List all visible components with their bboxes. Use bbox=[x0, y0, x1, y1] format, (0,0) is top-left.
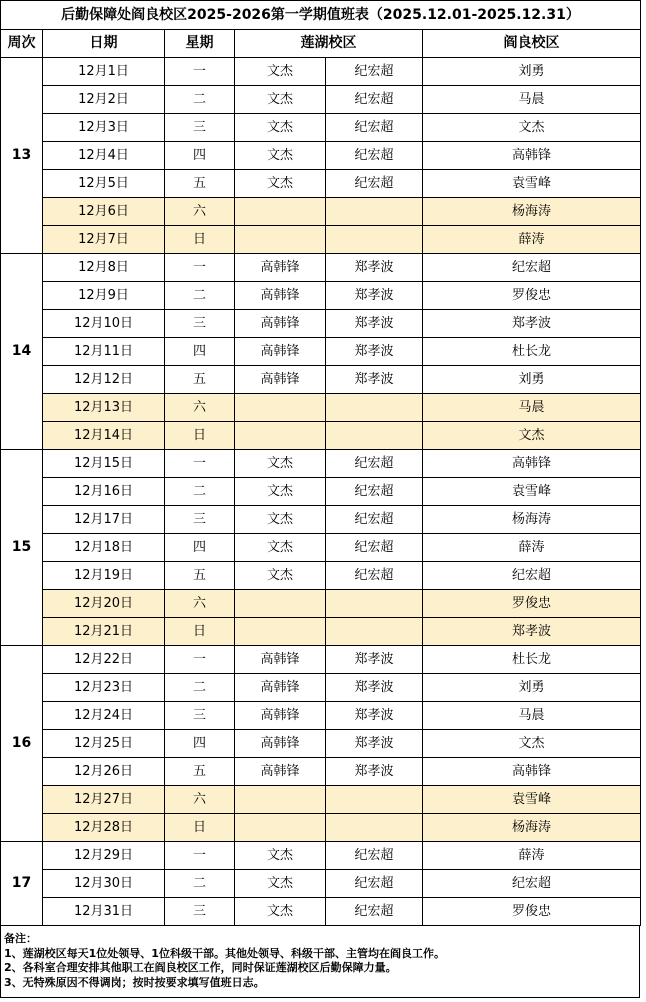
date-cell: 12月26日 bbox=[43, 758, 165, 786]
roster-row bbox=[1, 842, 641, 870]
week-number-cell: 13 bbox=[1, 58, 43, 254]
lianhu-leader-cell: 文杰 bbox=[235, 58, 326, 86]
date-cell: 12月1日 bbox=[43, 58, 165, 86]
week-number-cell: 14 bbox=[1, 254, 43, 450]
roster-row bbox=[1, 898, 641, 926]
weekday-cell: 一 bbox=[165, 58, 235, 86]
roster-row bbox=[1, 730, 641, 758]
weekday-cell: 二 bbox=[165, 478, 235, 506]
roster-row bbox=[1, 254, 641, 282]
lianhu-staff-cell: 纪宏超 bbox=[326, 58, 423, 86]
roster-row bbox=[1, 86, 641, 114]
lianhu-staff-cell bbox=[326, 198, 423, 226]
weekday-cell: 日 bbox=[165, 814, 235, 842]
roster-row bbox=[1, 422, 641, 450]
note-line: 1、莲湖校区每天1位处领导、1位科级干部。其他处领导、科级干部、主管均在阎良工作。 bbox=[4, 946, 445, 960]
weekday-cell: 一 bbox=[165, 842, 235, 870]
roster-row bbox=[1, 450, 641, 478]
roster-row bbox=[1, 226, 641, 254]
lianhu-leader-cell: 高韩锋 bbox=[235, 254, 326, 282]
date-cell: 12月12日 bbox=[43, 366, 165, 394]
lianhu-staff-cell bbox=[326, 590, 423, 618]
lianhu-staff-cell: 郑孝波 bbox=[326, 338, 423, 366]
weekday-cell: 五 bbox=[165, 758, 235, 786]
yanliang-duty-cell: 马晨 bbox=[423, 86, 641, 114]
yanliang-duty-cell: 郑孝波 bbox=[423, 310, 641, 338]
lianhu-leader-cell bbox=[235, 590, 326, 618]
date-cell: 12月2日 bbox=[43, 86, 165, 114]
yanliang-duty-cell: 薛涛 bbox=[423, 534, 641, 562]
roster-row bbox=[1, 478, 641, 506]
roster-row bbox=[1, 534, 641, 562]
roster-row bbox=[1, 142, 641, 170]
date-cell: 12月13日 bbox=[43, 394, 165, 422]
date-cell: 12月29日 bbox=[43, 842, 165, 870]
weekday-cell: 二 bbox=[165, 282, 235, 310]
yanliang-duty-cell: 马晨 bbox=[423, 394, 641, 422]
lianhu-leader-cell: 文杰 bbox=[235, 114, 326, 142]
lianhu-leader-cell bbox=[235, 618, 326, 646]
date-cell: 12月21日 bbox=[43, 618, 165, 646]
lianhu-staff-cell: 郑孝波 bbox=[326, 702, 423, 730]
lianhu-staff-cell bbox=[326, 618, 423, 646]
yanliang-duty-cell: 纪宏超 bbox=[423, 254, 641, 282]
lianhu-staff-cell: 纪宏超 bbox=[326, 898, 423, 926]
yanliang-duty-cell: 文杰 bbox=[423, 114, 641, 142]
date-cell: 12月8日 bbox=[43, 254, 165, 282]
date-cell: 12月9日 bbox=[43, 282, 165, 310]
yanliang-duty-cell: 袁雪峰 bbox=[423, 478, 641, 506]
weekday-cell: 五 bbox=[165, 170, 235, 198]
date-cell: 12月23日 bbox=[43, 674, 165, 702]
weekday-cell: 三 bbox=[165, 310, 235, 338]
lianhu-leader-cell bbox=[235, 422, 326, 450]
date-cell: 12月31日 bbox=[43, 898, 165, 926]
lianhu-leader-cell: 文杰 bbox=[235, 898, 326, 926]
weekday-cell: 四 bbox=[165, 142, 235, 170]
lianhu-staff-cell: 郑孝波 bbox=[326, 310, 423, 338]
roster-row bbox=[1, 590, 641, 618]
header-row bbox=[1, 30, 641, 58]
lianhu-staff-cell: 郑孝波 bbox=[326, 730, 423, 758]
roster-row bbox=[1, 170, 641, 198]
lianhu-staff-cell: 纪宏超 bbox=[326, 842, 423, 870]
lianhu-staff-cell bbox=[326, 814, 423, 842]
date-cell: 12月3日 bbox=[43, 114, 165, 142]
date-cell: 12月22日 bbox=[43, 646, 165, 674]
lianhu-leader-cell bbox=[235, 226, 326, 254]
lianhu-staff-cell: 郑孝波 bbox=[326, 366, 423, 394]
date-cell: 12月6日 bbox=[43, 198, 165, 226]
yanliang-duty-cell: 罗俊忠 bbox=[423, 898, 641, 926]
lianhu-leader-cell: 文杰 bbox=[235, 870, 326, 898]
yanliang-duty-cell: 杜长龙 bbox=[423, 646, 641, 674]
notes-heading: 备注： bbox=[4, 932, 37, 945]
weekday-cell: 一 bbox=[165, 450, 235, 478]
date-cell: 12月28日 bbox=[43, 814, 165, 842]
lianhu-staff-cell bbox=[326, 394, 423, 422]
date-cell: 12月24日 bbox=[43, 702, 165, 730]
yanliang-duty-cell: 杨海涛 bbox=[423, 506, 641, 534]
yanliang-duty-cell: 高韩锋 bbox=[423, 450, 641, 478]
yanliang-duty-cell: 高韩锋 bbox=[423, 758, 641, 786]
lianhu-staff-cell: 纪宏超 bbox=[326, 86, 423, 114]
yanliang-duty-cell: 杨海涛 bbox=[423, 814, 641, 842]
yanliang-duty-cell: 刘勇 bbox=[423, 58, 641, 86]
header-weekday: 星期 bbox=[165, 30, 235, 58]
weekday-cell: 三 bbox=[165, 702, 235, 730]
date-cell: 12月5日 bbox=[43, 170, 165, 198]
lianhu-staff-cell: 纪宏超 bbox=[326, 534, 423, 562]
yanliang-duty-cell: 薛涛 bbox=[423, 226, 641, 254]
roster-row bbox=[1, 870, 641, 898]
lianhu-staff-cell bbox=[326, 786, 423, 814]
week-number-cell: 16 bbox=[1, 646, 43, 842]
lianhu-leader-cell: 高韩锋 bbox=[235, 282, 326, 310]
roster-row bbox=[1, 198, 641, 226]
lianhu-staff-cell bbox=[326, 422, 423, 450]
lianhu-leader-cell bbox=[235, 394, 326, 422]
lianhu-staff-cell bbox=[326, 226, 423, 254]
lianhu-leader-cell: 高韩锋 bbox=[235, 646, 326, 674]
weekday-cell: 六 bbox=[165, 394, 235, 422]
weekday-cell: 四 bbox=[165, 338, 235, 366]
date-cell: 12月18日 bbox=[43, 534, 165, 562]
date-cell: 12月25日 bbox=[43, 730, 165, 758]
lianhu-staff-cell: 郑孝波 bbox=[326, 254, 423, 282]
roster-row bbox=[1, 702, 641, 730]
roster-row bbox=[1, 562, 641, 590]
weekday-cell: 四 bbox=[165, 534, 235, 562]
yanliang-duty-cell: 文杰 bbox=[423, 422, 641, 450]
lianhu-staff-cell: 纪宏超 bbox=[326, 562, 423, 590]
date-cell: 12月14日 bbox=[43, 422, 165, 450]
week-number-cell: 17 bbox=[1, 842, 43, 926]
lianhu-leader-cell: 文杰 bbox=[235, 86, 326, 114]
yanliang-duty-cell: 文杰 bbox=[423, 730, 641, 758]
date-cell: 12月11日 bbox=[43, 338, 165, 366]
lianhu-leader-cell: 高韩锋 bbox=[235, 674, 326, 702]
lianhu-leader-cell: 高韩锋 bbox=[235, 338, 326, 366]
yanliang-duty-cell: 纪宏超 bbox=[423, 870, 641, 898]
weekday-cell: 三 bbox=[165, 898, 235, 926]
header-week: 周次 bbox=[1, 30, 43, 58]
weekday-cell: 二 bbox=[165, 86, 235, 114]
weekday-cell: 二 bbox=[165, 870, 235, 898]
yanliang-duty-cell: 罗俊忠 bbox=[423, 590, 641, 618]
roster-row bbox=[1, 394, 641, 422]
date-cell: 12月15日 bbox=[43, 450, 165, 478]
weekday-cell: 一 bbox=[165, 254, 235, 282]
yanliang-duty-cell: 郑孝波 bbox=[423, 618, 641, 646]
lianhu-staff-cell: 郑孝波 bbox=[326, 674, 423, 702]
lianhu-leader-cell bbox=[235, 786, 326, 814]
lianhu-staff-cell: 纪宏超 bbox=[326, 506, 423, 534]
roster-row bbox=[1, 366, 641, 394]
date-cell: 12月30日 bbox=[43, 870, 165, 898]
yanliang-duty-cell: 袁雪峰 bbox=[423, 170, 641, 198]
roster-row bbox=[1, 786, 641, 814]
date-cell: 12月16日 bbox=[43, 478, 165, 506]
weekday-cell: 日 bbox=[165, 422, 235, 450]
weekday-cell: 六 bbox=[165, 590, 235, 618]
notes-section bbox=[0, 926, 640, 998]
yanliang-duty-cell: 袁雪峰 bbox=[423, 786, 641, 814]
roster-row bbox=[1, 674, 641, 702]
roster-row bbox=[1, 646, 641, 674]
weekday-cell: 四 bbox=[165, 730, 235, 758]
date-cell: 12月17日 bbox=[43, 506, 165, 534]
header-date: 日期 bbox=[43, 30, 165, 58]
date-cell: 12月4日 bbox=[43, 142, 165, 170]
title-row bbox=[1, 1, 641, 30]
lianhu-leader-cell: 文杰 bbox=[235, 478, 326, 506]
yanliang-duty-cell: 马晨 bbox=[423, 702, 641, 730]
lianhu-staff-cell: 郑孝波 bbox=[326, 758, 423, 786]
yanliang-duty-cell: 杨海涛 bbox=[423, 198, 641, 226]
roster-row bbox=[1, 506, 641, 534]
lianhu-leader-cell: 文杰 bbox=[235, 170, 326, 198]
lianhu-leader-cell: 高韩锋 bbox=[235, 758, 326, 786]
note-line: 2、各科室合理安排其他职工在阎良校区工作，同时保证莲湖校区后勤保障力量。 bbox=[4, 961, 397, 974]
roster-row bbox=[1, 58, 641, 86]
header-yanliang-campus: 阎良校区 bbox=[423, 30, 641, 58]
roster-row bbox=[1, 814, 641, 842]
yanliang-duty-cell: 纪宏超 bbox=[423, 562, 641, 590]
week-number-cell: 15 bbox=[1, 450, 43, 646]
date-cell: 12月10日 bbox=[43, 310, 165, 338]
weekday-cell: 五 bbox=[165, 562, 235, 590]
lianhu-leader-cell: 文杰 bbox=[235, 534, 326, 562]
lianhu-leader-cell: 高韩锋 bbox=[235, 730, 326, 758]
date-cell: 12月20日 bbox=[43, 590, 165, 618]
lianhu-staff-cell: 纪宏超 bbox=[326, 142, 423, 170]
weekday-cell: 日 bbox=[165, 226, 235, 254]
note-line: 3、无特殊原因不得调岗；按时按要求填写值班日志。 bbox=[4, 975, 265, 989]
lianhu-leader-cell: 文杰 bbox=[235, 506, 326, 534]
lianhu-staff-cell: 郑孝波 bbox=[326, 282, 423, 310]
lianhu-staff-cell: 纪宏超 bbox=[326, 870, 423, 898]
lianhu-leader-cell bbox=[235, 198, 326, 226]
yanliang-duty-cell: 刘勇 bbox=[423, 674, 641, 702]
lianhu-leader-cell bbox=[235, 814, 326, 842]
roster-row bbox=[1, 618, 641, 646]
weekday-cell: 六 bbox=[165, 786, 235, 814]
weekday-cell: 三 bbox=[165, 114, 235, 142]
lianhu-staff-cell: 纪宏超 bbox=[326, 478, 423, 506]
lianhu-staff-cell: 郑孝波 bbox=[326, 646, 423, 674]
weekday-cell: 一 bbox=[165, 646, 235, 674]
lianhu-leader-cell: 文杰 bbox=[235, 842, 326, 870]
lianhu-staff-cell: 纪宏超 bbox=[326, 114, 423, 142]
roster-row bbox=[1, 338, 641, 366]
roster-row bbox=[1, 758, 641, 786]
lianhu-leader-cell: 高韩锋 bbox=[235, 310, 326, 338]
yanliang-duty-cell: 高韩锋 bbox=[423, 142, 641, 170]
yanliang-duty-cell: 罗俊忠 bbox=[423, 282, 641, 310]
date-cell: 12月27日 bbox=[43, 786, 165, 814]
lianhu-leader-cell: 高韩锋 bbox=[235, 702, 326, 730]
roster-row bbox=[1, 282, 641, 310]
yanliang-duty-cell: 杜长龙 bbox=[423, 338, 641, 366]
weekday-cell: 二 bbox=[165, 674, 235, 702]
weekday-cell: 三 bbox=[165, 506, 235, 534]
lianhu-leader-cell: 高韩锋 bbox=[235, 366, 326, 394]
roster-row bbox=[1, 310, 641, 338]
roster-row bbox=[1, 114, 641, 142]
weekday-cell: 六 bbox=[165, 198, 235, 226]
weekday-cell: 五 bbox=[165, 366, 235, 394]
lianhu-staff-cell: 纪宏超 bbox=[326, 170, 423, 198]
yanliang-duty-cell: 刘勇 bbox=[423, 366, 641, 394]
lianhu-leader-cell: 文杰 bbox=[235, 450, 326, 478]
date-cell: 12月7日 bbox=[43, 226, 165, 254]
date-cell: 12月19日 bbox=[43, 562, 165, 590]
yanliang-duty-cell: 薛涛 bbox=[423, 842, 641, 870]
roster-title: 后勤保障处阎良校区2025-2026第一学期值班表（2025.12.01-2025.12.31） bbox=[1, 1, 641, 30]
lianhu-leader-cell: 文杰 bbox=[235, 142, 326, 170]
lianhu-leader-cell: 文杰 bbox=[235, 562, 326, 590]
lianhu-staff-cell: 纪宏超 bbox=[326, 450, 423, 478]
header-lianhu-campus: 莲湖校区 bbox=[235, 30, 423, 58]
weekday-cell: 日 bbox=[165, 618, 235, 646]
